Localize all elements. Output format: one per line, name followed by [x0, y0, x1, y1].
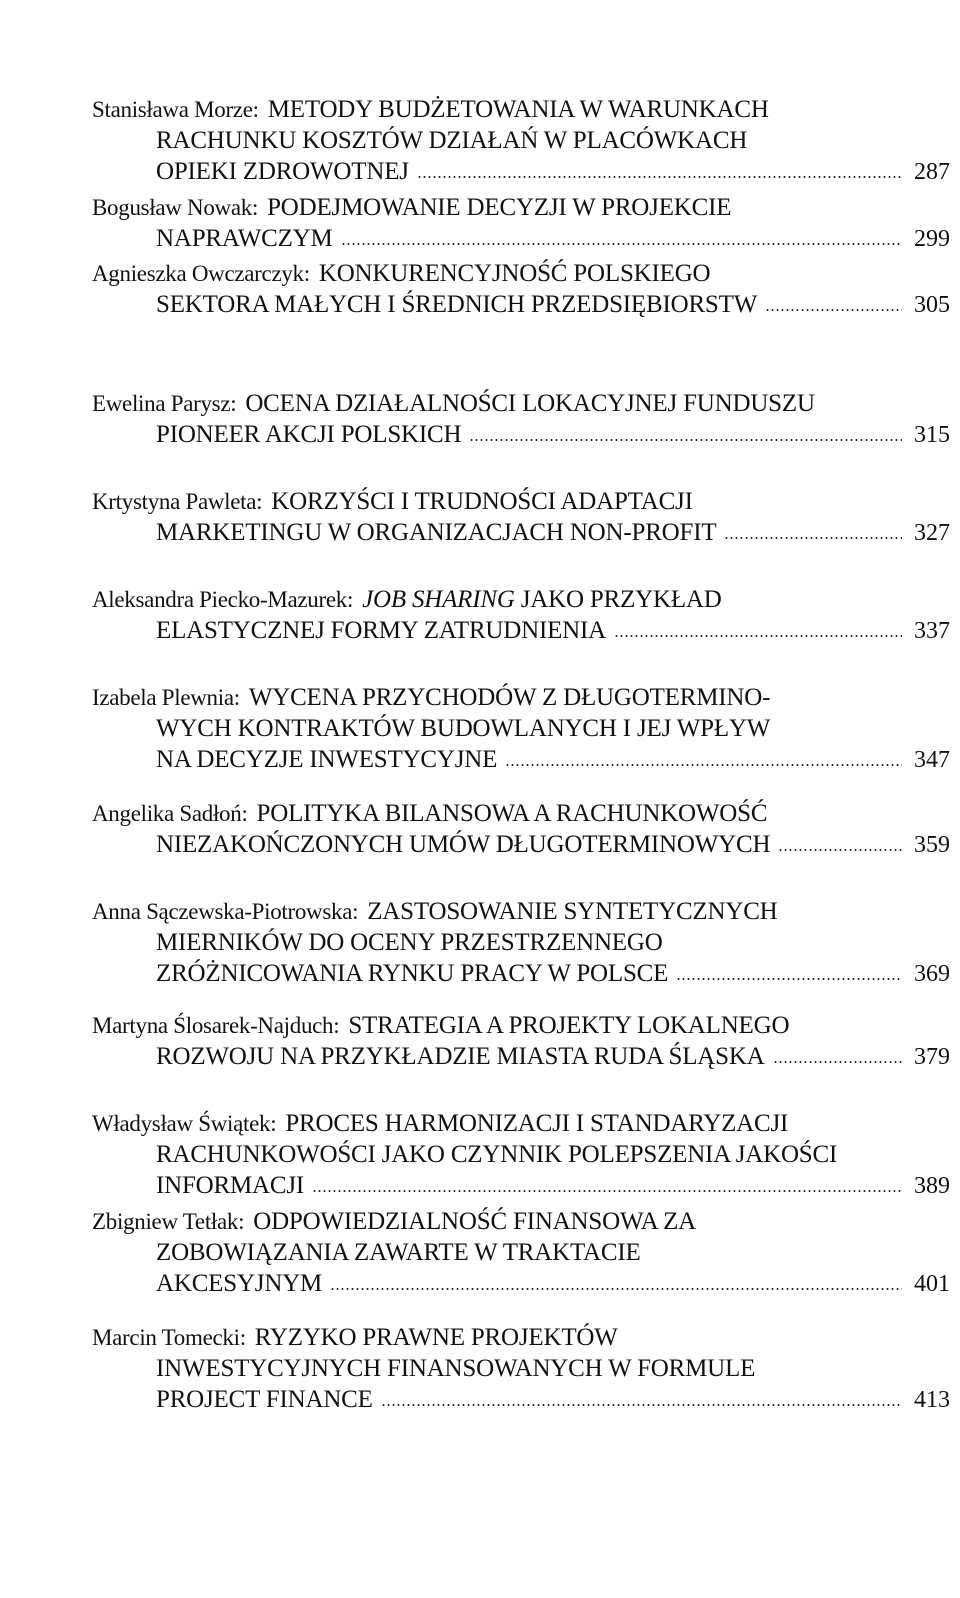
toc-title-text: ODPOWIEDZIALNOŚĆ FINANSOWA ZA	[253, 1208, 697, 1235]
toc-page-number: 337	[914, 618, 950, 644]
toc-title-text: SEKTORA MAŁYCH I ŚREDNICH PRZEDSIĘBIORSTW	[156, 291, 758, 318]
toc-title-text: JOB SHARING	[362, 586, 515, 613]
toc-entry-line	[92, 927, 950, 958]
toc-entry-line	[92, 713, 950, 744]
toc-title-text: KONKURENCYJNOŚĆ POLSKIEGO	[318, 260, 711, 287]
toc-entry	[92, 1206, 950, 1299]
toc-title-text: WYCH KONTRAKTÓW BUDOWLANYCH I JEJ WPŁYW	[156, 715, 771, 742]
toc-entry	[92, 584, 950, 646]
toc-entry-line	[92, 156, 950, 187]
toc-page-number: 379	[914, 1044, 950, 1070]
toc-title-text: POLITYKA BILANSOWA A RACHUNKOWOŚĆ	[256, 800, 768, 827]
toc-page-number: 305	[914, 292, 950, 318]
toc-entry-line	[92, 1322, 950, 1353]
toc-entry-line	[92, 94, 950, 125]
toc-entry	[92, 1010, 950, 1072]
toc-entry-line	[92, 1384, 950, 1415]
toc-title-text: RYZYKO PRAWNE PROJEKTÓW	[254, 1324, 618, 1351]
toc-entry-line	[92, 584, 950, 615]
toc-entry-line	[92, 192, 950, 223]
toc-entry-line	[92, 1206, 950, 1237]
toc-page-number: 359	[914, 832, 950, 858]
toc-author: Marcin Tomecki:	[92, 1325, 246, 1350]
toc-author: Zbigniew Tetłak:	[92, 1209, 245, 1234]
toc-entry-line	[92, 1170, 950, 1201]
toc-entry-line	[92, 419, 950, 450]
toc-title-text: METODY BUDŻETOWANIA W WARUNKACH	[267, 96, 769, 123]
toc-author: Agnieszka Owczarczyk:	[92, 261, 310, 286]
toc-title-text: PROJECT FINANCE	[156, 1386, 373, 1413]
toc-title-text: AKCESYJNYM	[156, 1270, 323, 1297]
toc-entry	[92, 1108, 950, 1201]
dot-leader	[778, 829, 902, 860]
toc-title-text: NA DECYZJE INWESTYCYJNE	[156, 746, 498, 773]
toc-title-text: OPIEKI ZDROWOTNEJ	[156, 158, 409, 185]
toc-page-number: 315	[914, 422, 950, 448]
toc-entry-line	[92, 829, 950, 860]
toc-author: Aleksandra Piecko-Mazurek:	[92, 587, 354, 612]
toc-title-text: RACHUNKOWOŚCI JAKO CZYNNIK POLEPSZENIA JAKOŚCI	[156, 1141, 838, 1168]
toc-title-text: KORZYŚCI I TRUDNOŚCI ADAPTACJI	[271, 488, 693, 515]
toc-author: Anna Sączewska-Piotrowska:	[92, 899, 359, 924]
toc-title-text: ZOBOWIĄZANIA ZAWARTE W TRAKTACIE	[156, 1239, 641, 1266]
toc-title-text: JAKO PRZYKŁAD	[514, 586, 722, 613]
toc-entry-line	[92, 1010, 950, 1041]
dot-leader	[417, 156, 902, 187]
toc-page-number: 369	[914, 961, 950, 987]
toc-author: Martyna Ślosarek-Najduch:	[92, 1013, 340, 1038]
toc-entry-line	[92, 1237, 950, 1268]
toc-entry-line	[92, 682, 950, 713]
toc-entry	[92, 486, 950, 548]
dot-leader	[341, 223, 902, 254]
toc-entry-line	[92, 1139, 950, 1170]
toc-author: Angelika Sadłoń:	[92, 801, 248, 826]
toc-entry	[92, 798, 950, 860]
toc-author: Bogusław Nowak:	[92, 195, 259, 220]
toc-title-text: MARKETINGU W ORGANIZACJACH NON-PROFIT	[156, 519, 717, 546]
toc-page-number: 327	[914, 520, 950, 546]
toc-page-number: 347	[914, 747, 950, 773]
toc-title-text: PROCES HARMONIZACJI I STANDARYZACJI	[285, 1110, 789, 1137]
toc-entry-line	[92, 1353, 950, 1384]
toc-title-text: STRATEGIA A PROJEKTY LOKALNEGO	[348, 1012, 790, 1039]
toc-entry-line	[92, 486, 950, 517]
toc-entry-line	[92, 517, 950, 548]
toc-entry	[92, 388, 950, 450]
dot-leader	[469, 419, 902, 450]
dot-leader	[676, 958, 902, 989]
toc-entry-line	[92, 896, 950, 927]
toc-entry-line	[92, 1108, 950, 1139]
toc-title-text: ZASTOSOWANIE SYNTETYCZNYCH	[367, 898, 778, 925]
toc-author: Izabela Plewnia:	[92, 685, 240, 710]
toc-title-text: ZRÓŻNICOWANIA RYNKU PRACY W POLSCE	[156, 960, 669, 987]
toc-entry-line	[92, 223, 950, 254]
dot-leader	[724, 517, 902, 548]
toc-title-text: INFORMACJI	[156, 1172, 305, 1199]
dot-leader	[330, 1268, 902, 1299]
toc-title-text: OCENA DZIAŁALNOŚCI LOKACYJNEJ FUNDUSZU	[245, 390, 815, 417]
toc-page-number: 287	[914, 159, 950, 185]
toc-title-text: NIEZAKOŃCZONYCH UMÓW DŁUGOTERMINOWYCH	[156, 831, 771, 858]
toc-entry	[92, 1322, 950, 1415]
toc-entry	[92, 94, 950, 187]
toc-title-text: ELASTYCZNEJ FORMY ZATRUDNIENIA	[156, 617, 607, 644]
toc-entry-line	[92, 798, 950, 829]
toc-title-text: PODEJMOWANIE DECYZJI W PROJEKCIE	[267, 194, 732, 221]
toc-entry-line	[92, 258, 950, 289]
toc-title-text: NAPRAWCZYM	[156, 225, 333, 252]
toc-title-text: PIONEER AKCJI POLSKICH	[156, 421, 462, 448]
toc-page-number: 401	[914, 1271, 950, 1297]
toc-entry-line	[92, 289, 950, 320]
toc-author: Krtystyna Pawleta:	[92, 489, 263, 514]
toc-page-number: 389	[914, 1173, 950, 1199]
toc-entry	[92, 682, 950, 775]
toc-title-text: RACHUNKU KOSZTÓW DZIAŁAŃ W PLACÓWKACH	[156, 127, 748, 154]
toc-entry-line	[92, 744, 950, 775]
toc-entry-line	[92, 388, 950, 419]
dot-leader	[381, 1384, 902, 1415]
toc-entry-line	[92, 125, 950, 156]
dot-leader	[773, 1041, 902, 1072]
toc-page-number: 299	[914, 226, 950, 252]
toc-entry-line	[92, 958, 950, 989]
toc-title-text: MIERNIKÓW DO OCENY PRZESTRZENNEGO	[156, 929, 663, 956]
toc-title-text: ROZWOJU NA PRZYKŁADZIE MIASTA RUDA ŚLĄSKA	[156, 1043, 765, 1070]
toc-entry-line	[92, 1268, 950, 1299]
toc-author: Ewelina Parysz:	[92, 391, 237, 416]
toc-title-text: WYCENA PRZYCHODÓW Z DŁUGOTERMINO-	[248, 684, 771, 711]
toc-entry	[92, 192, 950, 254]
toc-entry	[92, 258, 950, 320]
toc-author: Stanisława Morze:	[92, 97, 259, 122]
dot-leader	[312, 1170, 902, 1201]
dot-leader	[614, 615, 902, 646]
toc-entry-line	[92, 615, 950, 646]
toc-entry	[92, 896, 950, 989]
dot-leader	[505, 744, 902, 775]
toc-author: Władysław Świątek:	[92, 1111, 277, 1136]
dot-leader	[765, 289, 902, 320]
toc-entry-line	[92, 1041, 950, 1072]
toc-title-text: INWESTYCYJNYCH FINANSOWANYCH W FORMULE	[156, 1355, 756, 1382]
toc-page-number: 413	[914, 1387, 950, 1413]
